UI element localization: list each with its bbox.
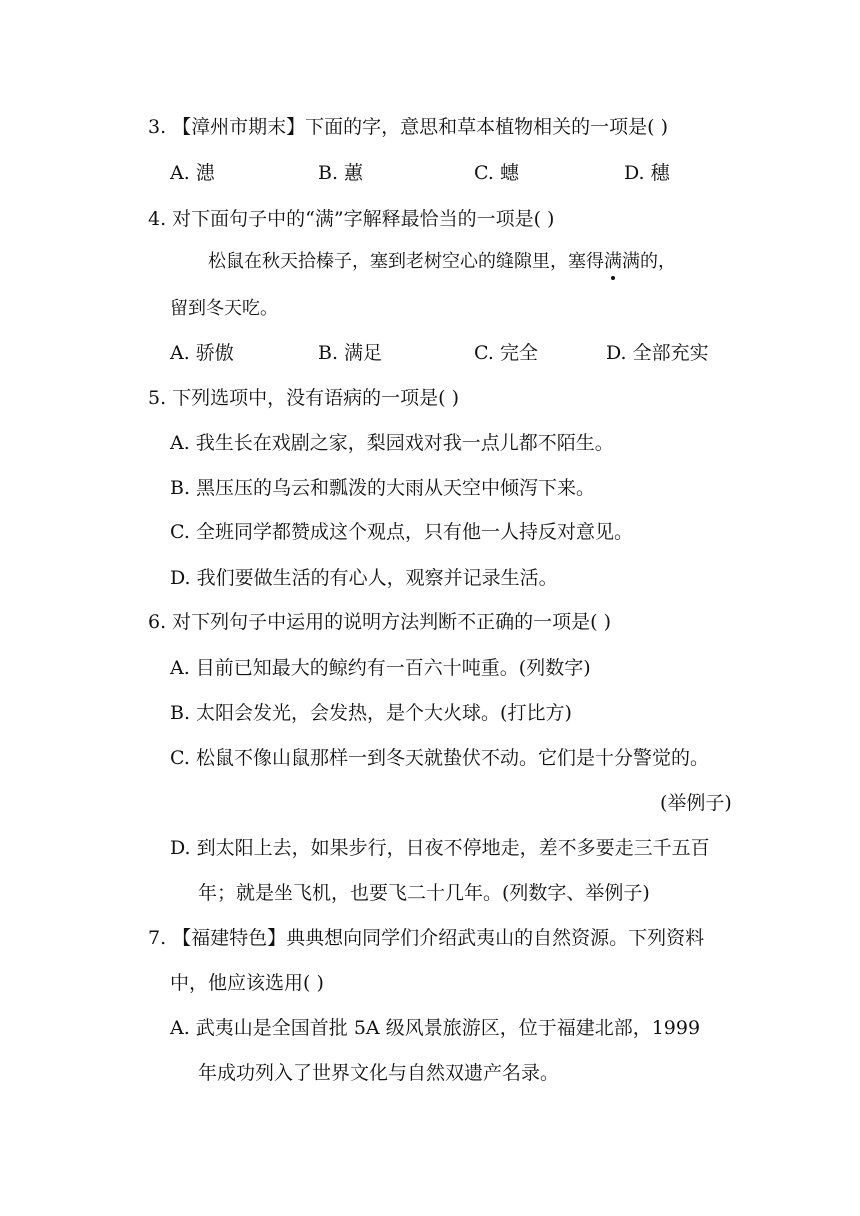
- question-3-option-c: C. 蟪: [474, 162, 519, 184]
- question-6-option-a: A. 目前已知最大的鲸约有一百六十吨重。(列数字): [170, 657, 591, 679]
- question-3-stem: 3. 【漳州市期末】下面的字，意思和草本植物相关的一项是( ): [148, 116, 669, 138]
- passage-text-after: 满的，: [622, 251, 676, 272]
- question-7-stem-line-2: 中，他应该选用( ): [170, 972, 324, 994]
- passage-text-before: 松鼠在秋天拾榛子，塞到老树空心的缝隙里，塞得: [208, 251, 604, 272]
- question-4-option-a: A. 骄傲: [170, 342, 234, 364]
- question-7-option-a-line-2: 年成功列入了世界文化与自然双遗产名录。: [198, 1062, 560, 1084]
- question-6-option-d-line-1: D. 到太阳上去，如果步行，日夜不停地走，差不多要走三千五百: [170, 837, 710, 859]
- question-3-option-a: A. 漶: [170, 162, 215, 184]
- question-4-option-b: B. 满足: [318, 342, 383, 364]
- question-4-passage-line-1: [208, 250, 676, 274]
- question-3-option-d: D. 穗: [624, 162, 670, 184]
- question-6-option-b: B. 太阳会发光，会发热，是个大火球。(打比方): [170, 702, 572, 724]
- question-4-option-c: C. 完全: [474, 342, 538, 364]
- dotted-character: 满: [604, 251, 622, 272]
- question-6-option-c-line-2: (举例子): [660, 792, 732, 814]
- question-4-stem: 4. 对下面句子中的“满”字解释最恰当的一项是( ): [148, 208, 555, 230]
- question-6-option-d-line-2: 年；就是坐飞机，也要飞二十几年。(列数字、举例子): [198, 882, 650, 904]
- question-3-option-b: B. 蕙: [318, 162, 364, 184]
- question-5-stem: 5. 下列选项中，没有语病的一项是( ): [148, 387, 460, 409]
- question-5-option-a: A. 我生长在戏剧之家，梨园戏对我一点儿都不陌生。: [170, 432, 614, 454]
- question-7-stem-line-1: 7. 【福建特色】典典想向同学们介绍武夷山的自然资源。下列资料: [148, 927, 705, 949]
- question-4-option-d: D. 全部充实: [606, 342, 709, 364]
- question-6-stem: 6. 对下列句子中运用的说明方法判断不正确的一项是( ): [148, 611, 612, 633]
- question-5-option-b: B. 黑压压的乌云和瓢泼的大雨从天空中倾泻下来。: [170, 477, 596, 499]
- question-4-passage-line-2: 留到冬天吃。: [170, 298, 278, 319]
- question-6-option-c-line-1: C. 松鼠不像山鼠那样一到冬天就蛰伏不动。它们是十分警觉的。: [170, 747, 709, 769]
- question-5-option-d: D. 我们要做生活的有心人，观察并记录生活。: [170, 567, 558, 589]
- question-5-option-c: C. 全班同学都赞成这个观点，只有他一人持反对意见。: [170, 521, 633, 543]
- question-7-option-a-line-1: A. 武夷山是全国首批 5A 级风景旅游区，位于福建北部，1999: [170, 1017, 701, 1039]
